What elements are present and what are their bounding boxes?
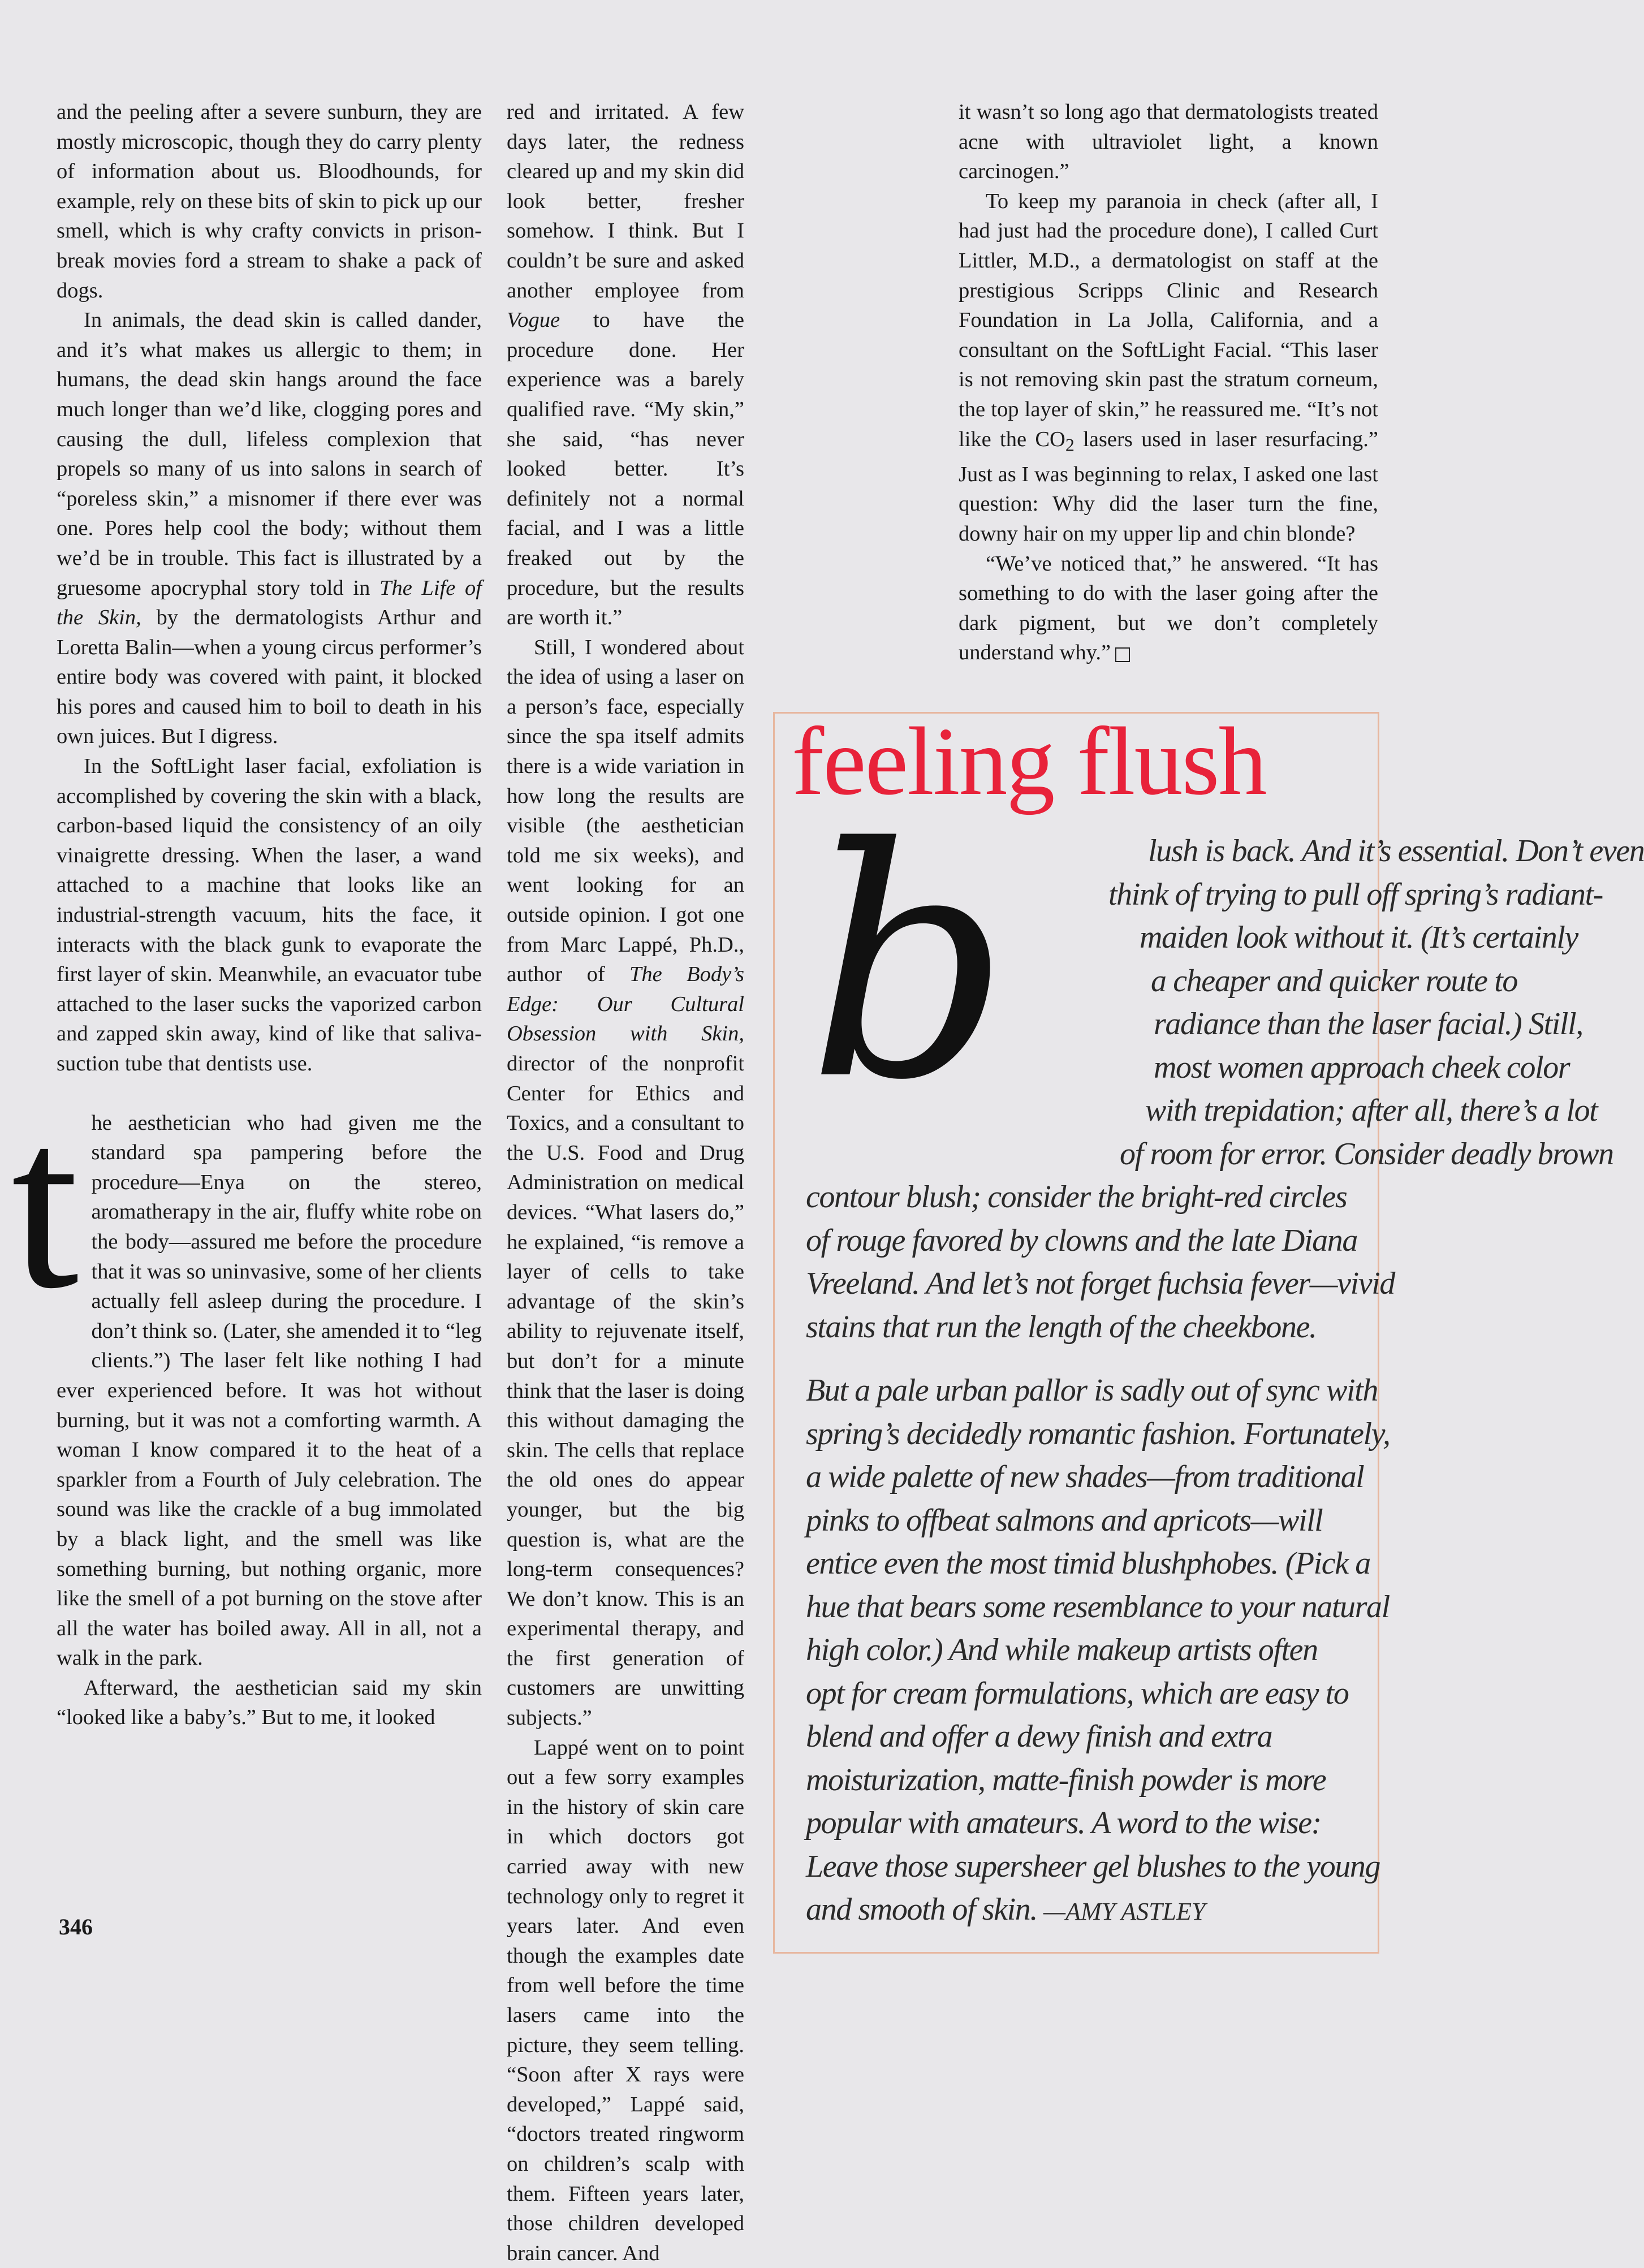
paragraph: Still, I wondered about the idea of using a laser on a person’s face, especially since the spa itself admits there is a wide variation in how long the results are visible (the aesthetician told me six weeks), and went looking for an outside opinion. I got one from Marc Lappé, Ph.D., author of The Body’s Edge: Our Cultural Obsession with Skin, director of the nonprofit Center for Ethics and Toxics, and a consultant to the U.S. Food and Drug Administration on medical devices. “What lasers do,” he explained, “is remove a layer of cells to take advantage of the skin’s ability to rejuvenate itself, but don’t for a minute think that the laser is doing this without damaging the skin. The cells that replace the old ones do appear younger, but the big question is, what are the long-term consequences? We don’t know. This is an experimental therapy, and the first generation of customers are unwitting subjects.” (507, 635, 744, 1730)
paragraph: it wasn’t so long ago that dermatologists treated acne with ultraviolet light, a known carcinogen.” (959, 100, 1378, 184)
paragraph: red and irritated. A few days later, the redness cleared up and my skin did look better, fresher somehow. I think. But I couldn’t be sure and asked another employee from Vogue to have the procedure done. Her experience was a barely qualified rave. “My skin,” she said, “has never looked better. It’s definitely not a normal facial, and I was a little freaked out by the procedure, but the results are worth it.” (507, 100, 744, 630)
sidebar-line: popular with amateurs. A word to the wise: (806, 1805, 1321, 1841)
book-title: The Body’s Edge: Our Cultural Obsession with Skin, (507, 962, 744, 1046)
sidebar-line: blend and offer a dewy finish and extra (806, 1719, 1272, 1754)
sidebar-line: moisturization, matte-finish powder is more (806, 1762, 1326, 1798)
sidebar-line: opt for cream formulations, which are easy to (806, 1675, 1349, 1711)
sidebar-line: of rouge favored by clowns and the late Diana (806, 1222, 1357, 1258)
sidebar-line: entice even the most timid blushphobes. (Pick a (806, 1546, 1370, 1581)
sidebar-line: maiden look without it. (It’s certainly (1140, 920, 1578, 955)
magazine-name: Vogue (507, 308, 560, 332)
article-column-1 (11, 97, 482, 1733)
paragraph: Afterward, the aesthetician said my skin “looked like a baby’s.” But to me, it looked (57, 1675, 482, 1730)
sidebar-line: But a pale urban pallor is sadly out of sync with (806, 1373, 1378, 1408)
paragraph: and the peeling after a severe sunburn, they are mostly microscopic, though they do carry plenty of information about us. Bloodhounds, for example, rely on these bits of skin to pick up our smell, which is why crafty convicts in prison-break movies ford a stream to shake a pack of dogs. (57, 100, 482, 303)
page-number: 346 (59, 1914, 93, 1939)
sidebar-line: spring’s decidedly romantic fashion. Fortunately, (806, 1416, 1390, 1451)
article-column-3 (959, 97, 1378, 668)
sidebar-line: pinks to offbeat salmons and apricots—will (806, 1502, 1323, 1538)
paragraph: “We’ve noticed that,” he answered. “It has something to do with the laser going after the dark pigment, but we don’t completely understand why.” (959, 551, 1378, 665)
drop-cap-t: t (11, 1069, 79, 1339)
paragraph-with-dropcap: the aesthetician who had given me the standard spa pampering before the procedure—Enya on the stereo, aromatherapy in the air, fluffy white robe on the body—assured me before the procedure that it was so uninvasive, some of her clients actually fell asleep during the procedure. I don’t think so. (Later, she amended it to “leg clients.”) The laser felt like nothing I had ever experienced before. It was hot without burning, but it was not a comforting warmth. A woman I know compared it to the heat of a sparkler from a Fourth of July celebration. The sound was like the crackle of a bug immolated by a black light, and the smell was like something burning, but nothing organic, more like the smell of a pot burning on the stove after all the water has boiled away. All in all, not a walk in the park. (11, 1069, 482, 1670)
sidebar-title: feeling flush (792, 708, 1266, 815)
article-column-2 (507, 97, 744, 2268)
sidebar-line: hue that bears some resemblance to your natural (806, 1589, 1390, 1625)
sidebar-line: think of trying to pull off spring’s radiant- (1108, 876, 1603, 912)
sidebar-box (773, 708, 1644, 1954)
sidebar-line: with trepidation; after all, there’s a lot (1145, 1093, 1598, 1128)
sidebar-line: and smooth of skin. —AMY ASTLEY (806, 1892, 1206, 1927)
sidebar-body (806, 830, 1644, 1934)
sidebar-line: Vreeland. And let’s not forget fuchsia fever—vivid (806, 1266, 1395, 1301)
book-title: The Life of the Skin, (57, 576, 482, 630)
paragraph: In animals, the dead skin is called dander, and it’s what makes us allergic to them; in humans, the dead skin hangs around the face much longer than we’d like, clogging pores and causing the dull, lifeless complexion that propels so many of us into salons in search of “poreless skin,” a misnomer if there ever was one. Pores help cool the body; without them we’d be in trouble. This fact is illustrated by a gruesome apocryphal story told in The Life of the Skin, by the dermatologists Arthur and Loretta Balin—when a young circus performer’s entire body was covered with paint, it blocked his pores and caused him to boil to death in his own juices. But I digress. (57, 308, 482, 749)
author-credit: —AMY ASTLEY (1037, 1898, 1206, 1925)
sidebar-line: most women approach cheek color (1154, 1049, 1570, 1085)
sidebar-paragraph-2 (806, 1369, 1390, 1934)
sidebar-drop-cap-b: b (808, 781, 1011, 1150)
paragraph: Lappé went on to point out a few sorry examples in the history of skin care in which doctors got carried away with new technology only to regret it years later. And even though the examples date from well before the time lasers came into the picture, they seem telling. “Soon after X rays were developed,” Lappé said, “doctors treated ringworm on children’s scalp with them. Fifteen years later, those children developed brain cancer. And (507, 1735, 744, 2265)
sidebar-line: of room for error. Consider deadly brown (1120, 1136, 1613, 1172)
paragraph: To keep my paranoia in check (after all, I had just had the procedure done), I called Curt Littler, M.D., a dermatologist on staff at the prestigious Scripps Clinic and Research Foundation in La Jolla, California, and a consultant on the SoftLight Facial. “This laser is not removing skin past the stratum corneum, the top layer of skin,” he reassured me. “It’s not like the $CO_2$ lasers used in laser resurfacing.” Just as I was beginning to relax, I asked one last question: Why did the laser turn the fine, downy hair on my upper lip and chin blonde? (959, 189, 1378, 546)
sidebar-line: radiance than the laser facial.) Still, (1154, 1006, 1583, 1042)
end-mark-icon (1115, 647, 1130, 662)
sidebar-line: lush is back. And it’s essential. Don’t even (1148, 833, 1644, 869)
sidebar-line: a cheaper and quicker route to (1151, 963, 1517, 999)
sidebar-line: a wide palette of new shades—from traditional (806, 1459, 1364, 1494)
paragraph: In the SoftLight laser facial, exfoliation is accomplished by covering the skin with a black, carbon-based liquid the consistency of an oily vinaigrette dressing. When the laser, a wand attached to a machine that looks like an industrial-strength vacuum, hits the face, it interacts with the black gunk to evaporate the first layer of skin. Meanwhile, an evacuator tube attached to the laser sucks the vaporized carbon and zapped skin away, kind of like that saliva-suction tube that dentists use. (57, 754, 482, 1075)
sidebar-line: high color.) And while makeup artists often (806, 1632, 1318, 1667)
sidebar-line: stains that run the length of the cheekbone. (806, 1309, 1317, 1345)
sidebar-line: Leave those supersheer gel blushes to the young (806, 1848, 1380, 1884)
sidebar-line: contour blush; consider the bright-red circles (806, 1180, 1347, 1215)
sidebar-paragraph-1 (806, 830, 1644, 1349)
